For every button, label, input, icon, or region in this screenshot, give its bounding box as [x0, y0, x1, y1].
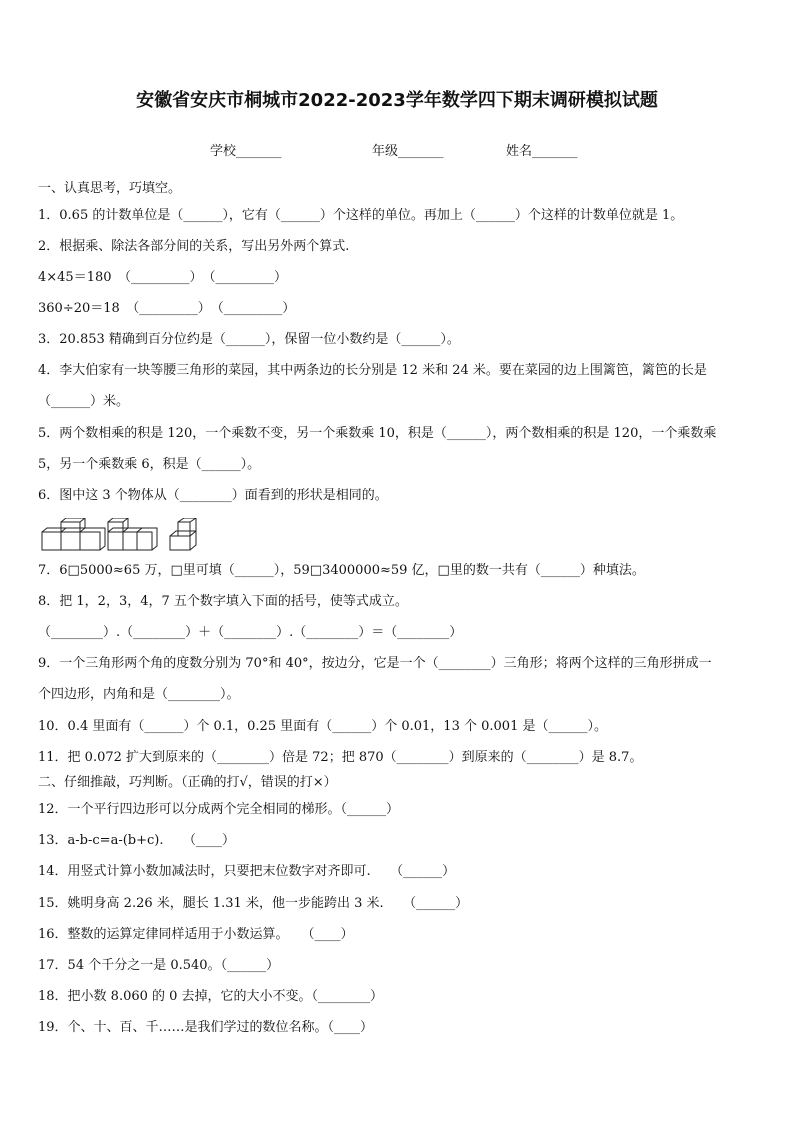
question-5: 5．两个数相乘的积是 120，一个乘数不变，另一个乘数乘 10，积是（______），两个数相乘的积是 120，一个乘数乘 [38, 426, 717, 441]
question-12: 12．一个平行四边形可以分成两个完全相同的梯形。（______） [38, 802, 400, 817]
question-16: 16．整数的运算定律同样适用于小数运算。 （____） [38, 927, 354, 942]
cube-object-1 [42, 518, 105, 550]
question-11: 11．把 0.072 扩大到原来的（________）倍是 72；把 870（________）到原来的（________）是 8.7。 [38, 750, 643, 765]
question-8-equation: （________）.（________）＋（________）.（________）＝（________） [38, 625, 463, 640]
cube-figures [40, 518, 220, 554]
question-17: 17．54 个千分之一是 0.540。（______） [38, 958, 280, 973]
question-5-cont: 5，另一个乘数乘 6，积是（______）。 [38, 457, 261, 472]
question-1: 1．0.65 的计数单位是（______），它有（______）个这样的单位。再加上（______）个这样的计数单位就是 1。 [38, 208, 684, 223]
question-15: 15．姚明身高 2.26 米，腿长 1.31 米，他一步能跨出 3 米. （______） [38, 896, 469, 911]
cube-object-2 [108, 518, 157, 550]
question-4-cont: （______）米。 [38, 394, 130, 409]
grade-field: 年级_______ [372, 144, 444, 159]
page-title: 安徽省安庆市桐城市2022-2023学年数学四下期末调研模拟试题 [136, 90, 658, 111]
name-field: 姓名_______ [506, 144, 578, 159]
question-9-cont: 个四边形，内角和是（________）。 [38, 687, 240, 702]
question-3: 3．20.853 精确到百分位约是（______），保留一位小数约是（______）。 [38, 332, 460, 347]
question-7: 7．6□5000≈65 万，□里可填（______），59□3400000≈59 亿，□里的数一共有（______）种填法。 [38, 563, 645, 578]
cube-object-3 [170, 518, 196, 550]
section-2-heading: 二、仔细推敲，巧判断。（正确的打√，错误的打×） [38, 775, 337, 790]
section-1-heading: 一、认真思考，巧填空。 [38, 181, 182, 196]
question-10: 10．0.4 里面有（______）个 0.1，0.25 里面有（______）个 0.01，13 个 0.001 是（______）。 [38, 719, 607, 734]
school-field: 学校_______ [210, 144, 282, 159]
question-6: 6．图中这 3 个物体从（________）面看到的形状是相同的。 [38, 488, 388, 503]
question-14: 14．用竖式计算小数加减法时，只要把末位数字对齐即可. （______） [38, 864, 456, 879]
question-8: 8．把 1，2，3，4，7 五个数字填入下面的括号，使等式成立。 [38, 594, 408, 609]
question-18: 18．把小数 8.060 的 0 去掉，它的大小不变。（________） [38, 989, 384, 1004]
question-2-row-1: 4×45＝180 （_________） （_________） [38, 270, 288, 285]
question-9: 9．一个三角形两个角的度数分别为 70°和 40°，按边分，它是一个（________）三角形；将两个这样的三角形拼成一 [38, 656, 712, 671]
question-13: 13．a-b-c=a-(b+c). （____） [38, 833, 235, 848]
question-19: 19．个、十、百、千……是我们学过的数位名称。（____） [38, 1020, 374, 1035]
question-2-row-2: 360÷20＝18 （_________） （_________） [38, 301, 296, 316]
question-4: 4．李大伯家有一块等腰三角形的菜园，其中两条边的长分别是 12 米和 24 米。要在菜园的边上围篱笆，篱笆的长是 [38, 363, 707, 378]
question-2: 2．根据乘、除法各部分间的关系，写出另外两个算式. [38, 239, 350, 254]
